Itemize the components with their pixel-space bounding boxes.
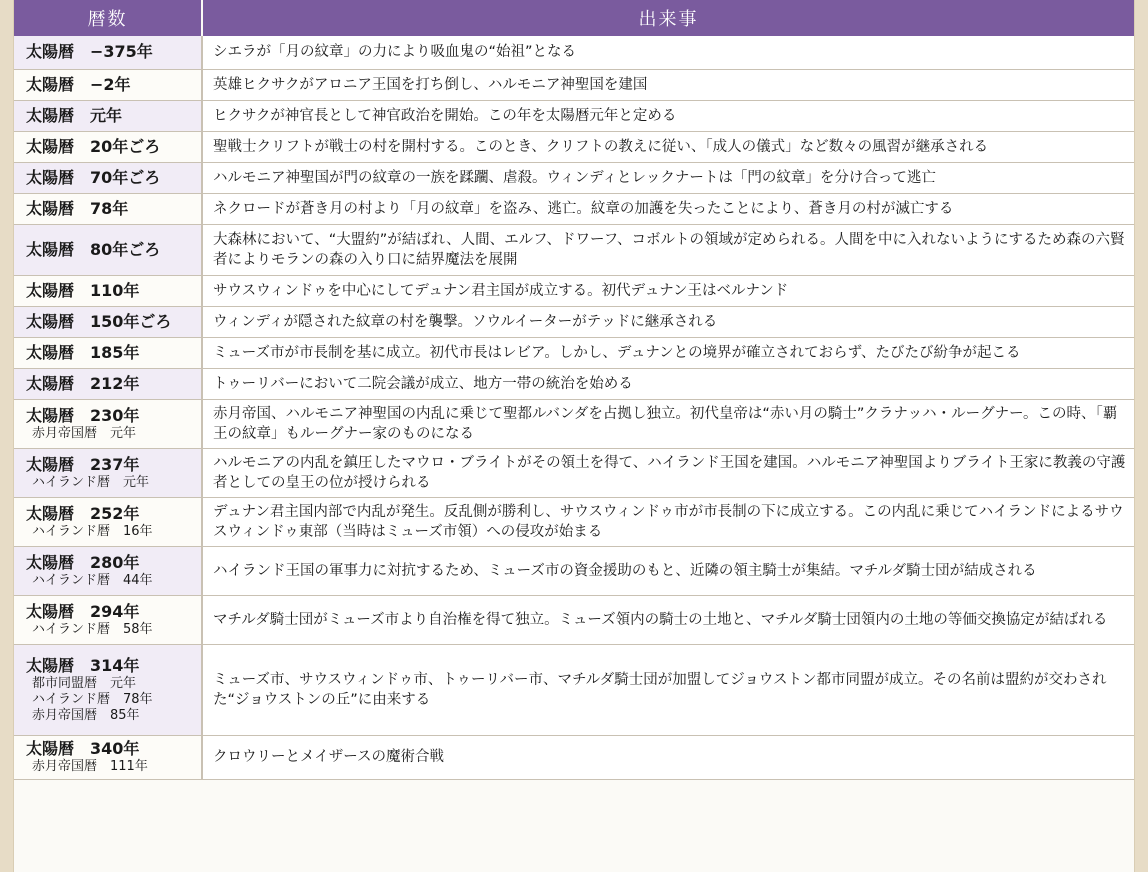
year-label: 太陽暦 −375年: [26, 42, 153, 62]
year-label: 太陽暦 280年: [26, 552, 140, 572]
alt-calendar-label: ハイランド暦 78年: [32, 691, 153, 707]
event-cell: サウスウィンドゥを中心にしてデュナン君主国が成立する。初代デュナン王はベルナンド: [202, 275, 1134, 306]
table-row: [14, 735, 1134, 779]
year-cell: [14, 100, 202, 131]
year-cell: [14, 69, 202, 100]
event-cell: 英雄ヒクサクがアロニア王国を打ち倒し、ハルモニア神聖国を建国: [202, 69, 1134, 100]
year-label: 太陽暦 20年ごろ: [26, 136, 161, 156]
event-cell: デュナン君主国内部で内乱が発生。反乱側が勝利し、サウスウィンドゥ市が市長制の下に成立する。この内乱に乗じてハイランドによるサウスウィンドゥ東部（当時はミューズ市領）への侵攻が始まる: [202, 497, 1134, 546]
year-cell: [14, 595, 202, 644]
event-cell: シエラが「月の紋章」の力により吸血鬼の“始祖”となる: [202, 36, 1134, 69]
year-cell: [14, 399, 202, 448]
table-row: [14, 644, 1134, 735]
table-row: [14, 306, 1134, 337]
year-cell: [14, 306, 202, 337]
year-cell: [14, 275, 202, 306]
table-row: [14, 368, 1134, 399]
year-cell: [14, 448, 202, 497]
year-label: 太陽暦 70年ごろ: [26, 167, 161, 187]
history-timeline-table: [14, 0, 1134, 780]
year-label: 太陽暦 230年: [26, 405, 140, 425]
year-label: 太陽暦 212年: [26, 373, 140, 393]
year-label: 太陽暦 元年: [26, 105, 123, 125]
table-header-row: [14, 0, 1134, 36]
event-cell: ウィンディが隠された紋章の村を襲撃。ソウルイーターがテッドに継承される: [202, 306, 1134, 337]
year-cell: [14, 36, 202, 69]
alt-calendar-label: ハイランド暦 16年: [32, 523, 153, 539]
event-cell: トゥーリバーにおいて二院会議が成立、地方一帯の統治を始める: [202, 368, 1134, 399]
alt-calendar-label: 赤月帝国暦 元年: [32, 425, 137, 441]
table-row: [14, 193, 1134, 224]
year-label: 太陽暦 80年ごろ: [26, 239, 161, 259]
event-cell: ヒクサクが神官長として神官政治を開始。この年を太陽暦元年と定める: [202, 100, 1134, 131]
event-cell: ハイランド王国の軍事力に対抗するため、ミューズ市の資金援助のもと、近隣の領主騎士が集結。マチルダ騎士団が結成される: [202, 546, 1134, 595]
event-cell: クロウリーとメイザースの魔術合戦: [202, 735, 1134, 779]
alt-calendar-label: ハイランド暦 58年: [32, 621, 153, 637]
table-row: [14, 69, 1134, 100]
alt-calendar-label: 赤月帝国暦 111年: [32, 759, 148, 774]
year-cell: [14, 644, 202, 735]
year-label: 太陽暦 237年: [26, 454, 140, 474]
timeline-body: [14, 36, 1134, 779]
year-label: 太陽暦 294年: [26, 601, 140, 621]
year-label: 太陽暦 110年: [26, 280, 140, 300]
year-label: 太陽暦 −2年: [26, 74, 131, 94]
year-label: 太陽暦 150年ごろ: [26, 311, 172, 331]
year-cell: [14, 546, 202, 595]
event-cell: マチルダ騎士団がミューズ市より自治権を得て独立。ミューズ領内の騎士の土地と、マチルダ騎士団領内の土地の等価交換協定が結ばれる: [202, 595, 1134, 644]
year-cell: [14, 131, 202, 162]
event-cell: 聖戦士クリフトが戦士の村を開村する。このとき、クリフトの教えに従い、「成人の儀式」など数々の風習が継承される: [202, 131, 1134, 162]
alt-calendar-label: ハイランド暦 元年: [32, 474, 150, 490]
table-row: [14, 448, 1134, 497]
event-cell: ミューズ市、サウスウィンドゥ市、トゥーリバー市、マチルダ騎士団が加盟してジョウストン都市同盟が成立。その名前は盟約が交わされた“ジョウストンの丘”に由来する: [202, 644, 1134, 735]
table-row: [14, 36, 1134, 69]
year-cell: [14, 735, 202, 779]
event-cell: 赤月帝国、ハルモニア神聖国の内乱に乗じて聖都ルバンダを占拠し独立。初代皇帝は“赤い月の騎士”クラナッハ・ルーグナー。この時、「覇王の紋章」もルーグナー家のものになる: [202, 399, 1134, 448]
alt-calendar-label: 都市同盟暦 元年: [32, 675, 137, 691]
year-label: 太陽暦 252年: [26, 503, 140, 523]
table-row: [14, 337, 1134, 368]
year-cell: [14, 193, 202, 224]
alt-calendar-label: 赤月帝国暦 85年: [32, 707, 140, 723]
table-row: [14, 131, 1134, 162]
event-cell: ミューズ市が市長制を基に成立。初代市長はレビア。しかし、デュナンとの境界が確立されておらず、たびたび紛争が起こる: [202, 337, 1134, 368]
year-cell: [14, 224, 202, 275]
table-row: [14, 595, 1134, 644]
table-row: [14, 100, 1134, 131]
alt-calendar-label: ハイランド暦 44年: [32, 572, 153, 588]
table-row: [14, 546, 1134, 595]
table-row: [14, 497, 1134, 546]
year-cell: [14, 162, 202, 193]
year-cell: [14, 337, 202, 368]
year-column-header: 暦数: [14, 0, 202, 36]
table-row: [14, 162, 1134, 193]
event-cell: 大森林において、“大盟約”が結ばれ、人間、エルフ、ドワーフ、コボルトの領域が定められる。人間を中に入れないようにするため森の六賢者によりモランの森の入り口に結界魔法を展開: [202, 224, 1134, 275]
table-row: [14, 224, 1134, 275]
event-cell: ネクロードが蒼き月の村より「月の紋章」を盗み、逃亡。紋章の加護を失ったことにより、蒼き月の村が滅亡する: [202, 193, 1134, 224]
event-cell: ハルモニア神聖国が門の紋章の一族を蹂躙、虐殺。ウィンディとレックナートは「門の紋章」を分け合って逃亡: [202, 162, 1134, 193]
year-label: 太陽暦 340年: [26, 739, 140, 758]
table-row: [14, 399, 1134, 448]
year-label: 太陽暦 185年: [26, 342, 140, 362]
year-cell: [14, 497, 202, 546]
event-cell: ハルモニアの内乱を鎮圧したマウロ・ブライトがその領土を得て、ハイランド王国を建国。ハルモニア神聖国よりブライト王家に教義の守護者としての皇王の位が授けられる: [202, 448, 1134, 497]
year-label: 太陽暦 314年: [26, 655, 140, 675]
table-row: [14, 275, 1134, 306]
year-label: 太陽暦 78年: [26, 198, 129, 218]
year-cell: [14, 368, 202, 399]
timeline-frame: [14, 0, 1134, 872]
event-column-header: 出来事: [202, 0, 1134, 36]
